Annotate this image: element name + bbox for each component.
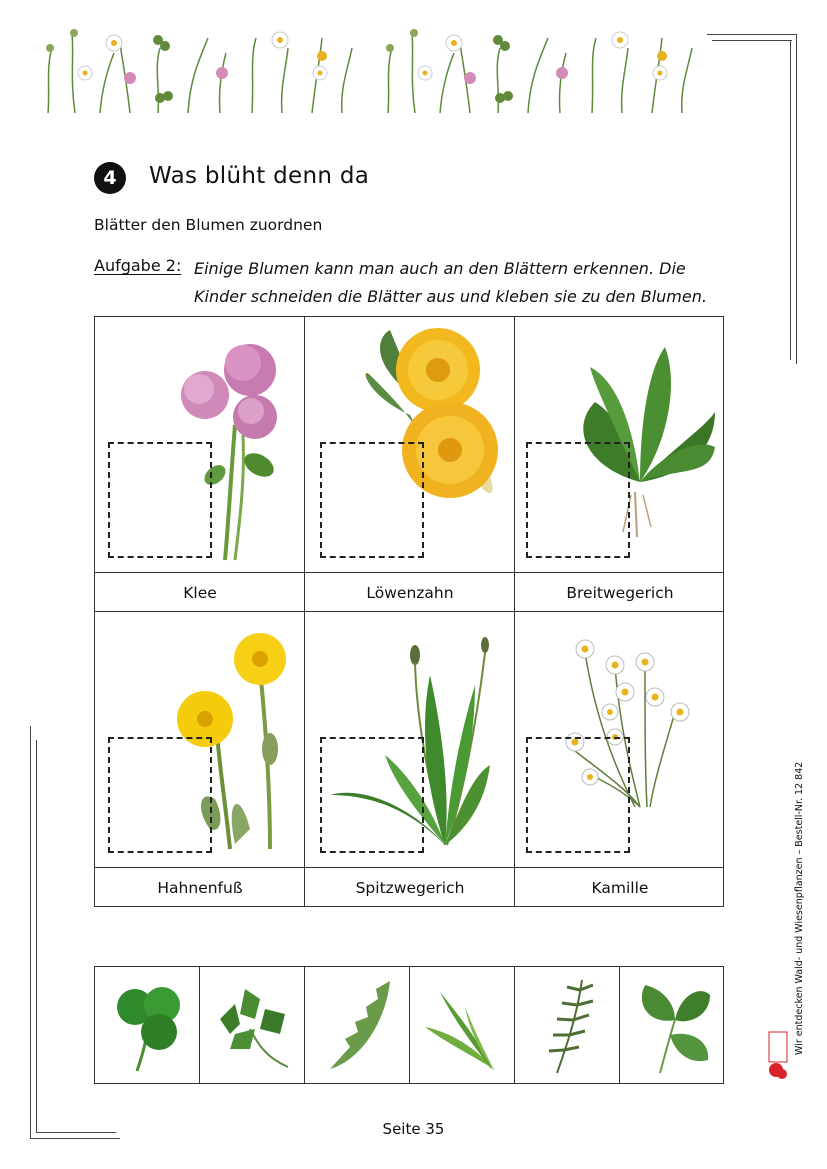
page-number: Seite 35 [382,1120,445,1138]
flower-label-hahnenfuss: Hahnenfuß [157,879,243,897]
page-title: Was blüht denn da [149,163,370,189]
frame-line-top-right-v [796,34,797,364]
task-text-line-2: Kinder schneiden die Blätter aus und kleben sie zu den Blumen. [194,287,707,306]
flower-label-kamille: Kamille [591,879,649,897]
leaf-drop-zone-klee[interactable] [108,442,212,558]
dandelion-leaf-icon[interactable] [320,977,398,1073]
flower-grid [94,316,724,907]
feathery-leaf-icon[interactable] [527,975,607,1075]
flower-label-breitwegerich: Breitwegerich [566,584,674,602]
broad-leaf-icon[interactable] [630,975,715,1075]
leaf-drop-zone-kamille[interactable] [526,737,630,853]
frame-line-top-right-h2 [712,40,792,41]
side-order-info [790,725,810,1055]
leaves-cutout-strip [94,966,724,1084]
frame-line-top-right-h [707,34,797,35]
side-order-text: Wir entdecken Wald- und Wiesenpflanzen – Bestell-Nr. 12 842 [794,761,805,1055]
leaf-drop-zone-loewenzahn[interactable] [320,442,424,558]
task-label-text: Aufgabe 2: [94,256,182,275]
frame-line-bottom-left-h [30,1138,120,1139]
clover-leaf-icon[interactable] [107,977,189,1073]
narrow-leaf-icon[interactable] [420,982,500,1072]
flower-label-loewenzahn: Löwenzahn [366,584,454,602]
flower-label-spitzwegerich: Spitzwegerich [355,879,465,897]
parsley-leaf-icon[interactable] [210,979,295,1071]
frame-line-top-right-v2 [790,40,791,360]
page-subtitle: Blätter den Blumen zuordnen [94,216,323,234]
leaf-drop-zone-hahnenfuss[interactable] [108,737,212,853]
task-instructions [194,255,714,311]
flower-border-decoration [30,18,710,118]
task-label [94,256,181,275]
frame-line-bottom-left-v [30,726,31,1138]
publisher-logo-icon [767,1030,789,1080]
leaf-drop-zone-spitzwegerich[interactable] [320,737,424,853]
flower-label-klee: Klee [183,584,217,602]
publisher-logo [767,1030,789,1080]
chapter-number-badge: 4 [94,162,126,194]
task-text-line-1: Einige Blumen kann man auch an den Blättern erkennen. Die [194,259,686,278]
frame-line-bottom-left-v2 [36,740,37,1132]
leaf-drop-zone-breitwegerich[interactable] [526,442,630,558]
